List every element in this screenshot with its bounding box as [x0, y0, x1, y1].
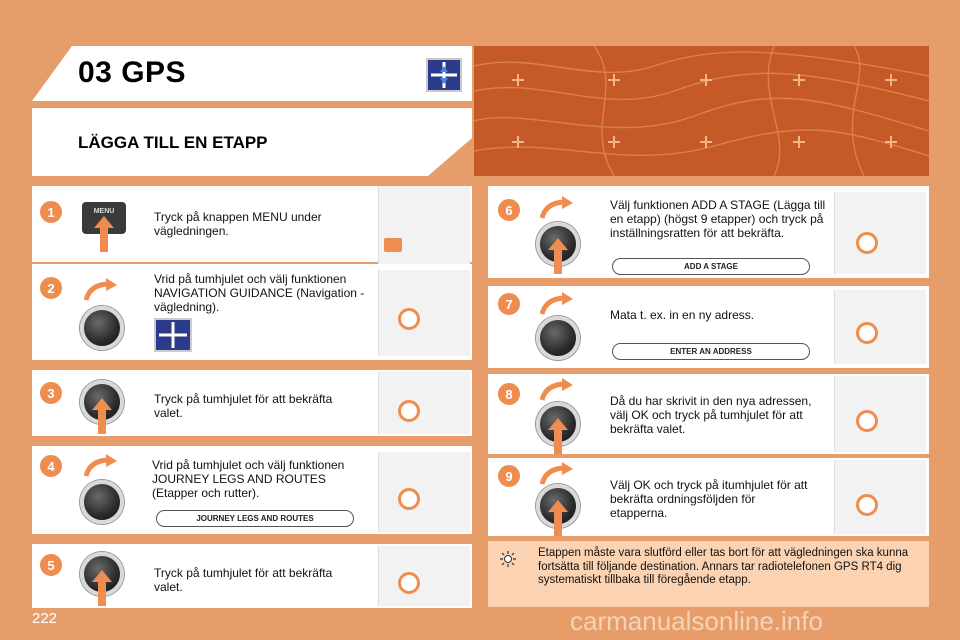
radio-panel-icon	[378, 270, 470, 356]
radio-panel-icon	[834, 290, 926, 364]
radio-panel-icon	[378, 452, 470, 532]
knob-highlight	[856, 410, 878, 432]
press-arrow-icon	[554, 428, 562, 454]
press-arrow-icon	[100, 226, 108, 252]
watermark: carmanualsonline.info	[570, 606, 823, 636]
page-number: 222	[32, 610, 58, 627]
thumbwheel-icon	[80, 480, 124, 524]
radio-panel-icon	[378, 186, 470, 264]
press-arrow-icon	[554, 510, 562, 536]
rotate-arrow-icon	[540, 292, 574, 316]
radio-panel-icon	[834, 460, 926, 534]
step-number: 8	[496, 381, 522, 407]
step-number: 2	[38, 275, 64, 301]
knob-highlight	[398, 488, 420, 510]
step-number: 9	[496, 463, 522, 489]
press-arrow-icon	[554, 248, 562, 274]
navigation-logo-icon	[154, 318, 192, 352]
knob-highlight	[856, 494, 878, 516]
note-text: Etappen måste vara slutförd eller tas bort för att vägledningen ska kunna fortsätta till följande destination. Annars tar radiotelefonen GPS RT4 dig systematiskt tillbaka till föregående etapp.	[538, 547, 909, 586]
step-text: Tryck på tumhjulet för att bekräfta valet.	[154, 566, 333, 594]
rotate-arrow-icon	[84, 278, 118, 302]
step-number: 1	[38, 199, 64, 225]
step-text: Tryck på tumhjulet för att bekräfta valet.	[154, 392, 333, 420]
topographic-banner	[474, 46, 929, 176]
rotate-arrow-icon	[540, 196, 574, 220]
knob-highlight	[398, 572, 420, 594]
tip-sun-icon	[500, 551, 516, 567]
section-title: LÄGGA TILL EN ETAPP	[78, 133, 268, 152]
menu-option-tag: JOURNEY LEGS AND ROUTES	[156, 510, 354, 527]
step-number: 5	[38, 552, 64, 578]
knob-highlight	[398, 308, 420, 330]
menu-option-tag: ADD A STAGE	[612, 258, 810, 275]
knob-highlight	[856, 232, 878, 254]
gps-logo-icon	[426, 58, 462, 92]
menu-option-tag: ENTER AN ADDRESS	[612, 343, 810, 360]
step-number: 6	[496, 197, 522, 223]
step-number: 7	[496, 291, 522, 317]
radio-panel-icon	[834, 192, 926, 274]
rotate-arrow-icon	[84, 454, 118, 478]
step-text: Mata t. ex. in en ny adress.	[610, 308, 755, 322]
menu-button-icon: MENU	[82, 202, 126, 234]
knob-highlight	[398, 400, 420, 422]
step-text: Vrid på tumhjulet och välj funktionen NAVIGATION GUIDANCE (Navigation - vägledning).	[154, 272, 365, 314]
rotate-arrow-icon	[540, 378, 574, 402]
thumbwheel-icon	[80, 306, 124, 350]
page-title: 03 GPS	[78, 56, 187, 89]
step-number: 3	[38, 380, 64, 406]
rotate-arrow-icon	[540, 462, 574, 486]
radio-panel-icon	[378, 546, 470, 606]
radio-panel-icon	[834, 376, 926, 452]
step-text: Välj OK och tryck på itumhjulet för att bekräfta ordningsföljden för etapperna.	[610, 478, 808, 520]
press-arrow-icon	[98, 580, 106, 606]
radio-panel-icon	[378, 372, 470, 434]
press-arrow-icon	[98, 408, 106, 434]
thumbwheel-icon	[536, 316, 580, 360]
knob-highlight	[856, 322, 878, 344]
step-number: 4	[38, 453, 64, 479]
step-text: Då du har skrivit in den nya adressen, välj OK och tryck på tumhjulet för att bekräfta valet.	[610, 394, 812, 436]
menu-highlight	[384, 238, 402, 252]
step-text: Vrid på tumhjulet och välj funktionen JOURNEY LEGS AND ROUTES (Etapper och rutter).	[152, 458, 345, 500]
step-text: Välj funktionen ADD A STAGE (Lägga till en etapp) (högst 9 etapper) och tryck på inställningsratten för att bekräfta.	[610, 198, 826, 240]
step-text: Tryck på knappen MENU under vägledningen.	[154, 210, 322, 238]
